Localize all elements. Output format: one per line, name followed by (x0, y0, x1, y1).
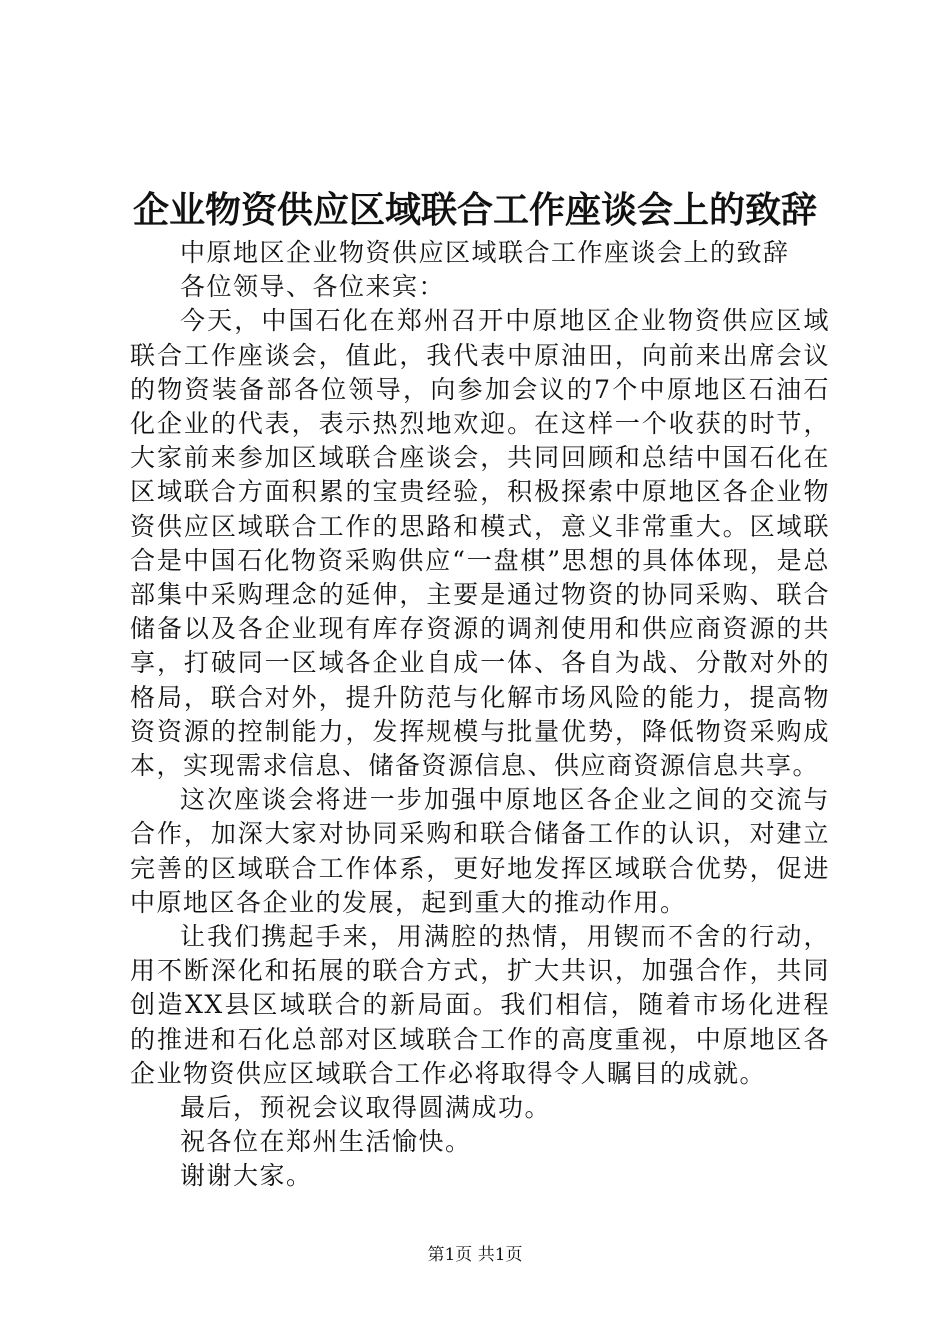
paragraph-thanks: 谢谢大家。 (180, 1161, 313, 1191)
paragraph-welcome: 今天，中国石化在郑州召开中原地区企业物资供应区域联合工作座谈会，值此，我代表中原油田，向前来出席会议的物资装备部各位领导，向参加会议的7个中原地区石油石化企业的代表，表示热烈地欢迎。在这样一个收获的时节，大家前来参加区域联合座谈会，共同回顾和总结中国石化在区域联合方面积累的宝贵经验，积极探索中原地区各企业物资供应区域联合工作的思路和模式，意义非常重大。区域联合是中国石化物资采购供应“一盘棋”思想的具体体现，是总部集中采购理念的延伸，主要是通过物资的协同采购、联合储备以及各企业现有库存资源的调剂使用和供应商资源的共享，打破同一区域各企业自成一体、各自为战、分散对外的格局，联合对外，提升防范与化解市场风险的能力，提高物资资源的控制能力，发挥规模与批量优势，降低物资采购成本，实现需求信息、储备资源信息、供应商资源信息共享。 (130, 306, 830, 781)
paragraph-salutation: 各位领导、各位来宾： (180, 272, 446, 302)
paragraph-call-to-action: 让我们携起手来，用满腔的热情，用锲而不舍的行动，用不断深化和拓展的联合方式，扩大共识，加强合作，共同创造XX县区域联合的新局面。我们相信，随着市场化进程的推进和石化总部对区域联合工作的高度重视，中原地区各企业物资供应区域联合工作必将取得令人瞩目的成就。 (130, 922, 830, 1088)
paragraph-subtitle: 中原地区企业物资供应区域联合工作座谈会上的致辞 (180, 238, 790, 267)
document-body (130, 236, 830, 1194)
paragraph-greeting: 祝各位在郑州生活愉快。 (180, 1127, 472, 1157)
document-title: 企业物资供应区域联合工作座谈会上的致辞 (132, 189, 817, 231)
paragraph-significance: 这次座谈会将进一步加强中原地区各企业之间的交流与合作，加深大家对协同采购和联合储备工作的认识，对建立完善的区域联合工作体系，更好地发挥区域联合优势，促进中原地区各企业的发展，起到重大的推动作用。 (130, 785, 830, 917)
page-footer: 第1页 共1页 (427, 1245, 523, 1265)
paragraph-closing-wish: 最后，预祝会议取得圆满成功。 (180, 1093, 552, 1123)
